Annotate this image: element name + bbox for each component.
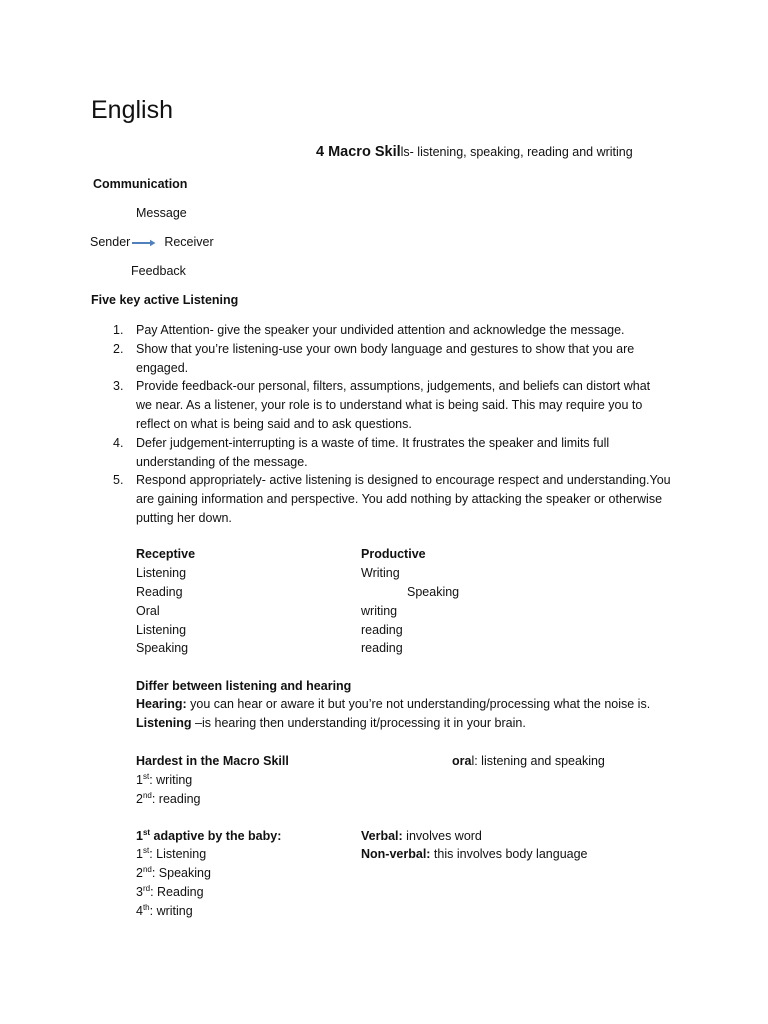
active-listening-heading: Five key active Listening	[91, 293, 239, 307]
list-item: 4. Defer judgement-interrupting is a waste of time. It frustrates the speaker and limits full understanding of the message.	[113, 435, 610, 469]
receptive-item: Speaking	[136, 641, 189, 655]
productive-item: Writing	[361, 566, 400, 580]
macro-skills-line	[316, 144, 633, 160]
verbal-note: Verbal: involves word	[361, 829, 482, 843]
hardest-item: 2nd: reading	[136, 791, 201, 806]
message-label: Message	[136, 206, 187, 220]
productive-item: reading	[361, 623, 403, 637]
productive-item: Speaking	[407, 585, 460, 599]
communication-heading: Communication	[93, 177, 188, 191]
page-title: English	[91, 96, 173, 124]
adaptive-heading: 1st adaptive by the baby:	[136, 828, 282, 843]
adaptive-item: 3rd: Reading	[136, 884, 204, 899]
adaptive-item: 2nd: Speaking	[136, 865, 211, 880]
differ-heading: Differ between listening and hearing	[136, 679, 352, 693]
listening-definition: Listening –is hearing then understanding it/processing it in your brain.	[136, 716, 526, 730]
adaptive-item: 1st: Listening	[136, 846, 207, 861]
hearing-definition: Hearing: you can hear or aware it but you’re not understanding/processing what the noise is.	[136, 697, 651, 711]
productive-item: writing	[361, 604, 398, 618]
productive-item: reading	[361, 641, 403, 655]
oral-note: oral: listening and speaking	[452, 754, 605, 768]
arrow-right-icon	[132, 239, 156, 247]
hardest-heading: Hardest in the Macro Skill	[136, 754, 289, 768]
receptive-item: Listening	[136, 623, 187, 637]
active-listening-list	[91, 321, 681, 528]
macro-skills-rest: ls- listening, speaking, reading and writing	[400, 145, 633, 159]
sender-label: Sender	[90, 235, 131, 249]
receiver-label: Receiver	[164, 235, 214, 249]
macro-skills-bold: 4 Macro Skil	[316, 144, 401, 160]
nonverbal-note: Non-verbal: this involves body language	[361, 847, 588, 861]
receptive-heading: Receptive	[136, 547, 196, 561]
feedback-label: Feedback	[131, 264, 186, 278]
list-item: 3. Provide feedback-our personal, filters, assumptions, judgements, and beliefs can distort what we near. As a listener, your role is to understand what is being said. This may require you to reflect on what is being said and to ask questions.	[113, 379, 651, 431]
receptive-item: Reading	[136, 585, 183, 599]
list-item: 5. Respond appropriately- active listening is designed to encourage respect and understanding.You are gaining information and perspective. You add nothing by attacking the speaker or otherwise putting her down.	[113, 473, 671, 525]
sender-receiver-line	[90, 235, 214, 249]
productive-heading: Productive	[361, 547, 426, 561]
receptive-item: Listening	[136, 566, 187, 580]
list-item: 2. Show that you’re listening-use your own body language and gestures to show that you are engaged.	[113, 341, 635, 375]
receptive-item: Oral	[136, 604, 160, 618]
hardest-item: 1st: writing	[136, 772, 193, 787]
adaptive-item: 4th: writing	[136, 903, 193, 918]
list-item: 1. Pay Attention- give the speaker your undivided attention and acknowledge the message.	[113, 323, 625, 337]
